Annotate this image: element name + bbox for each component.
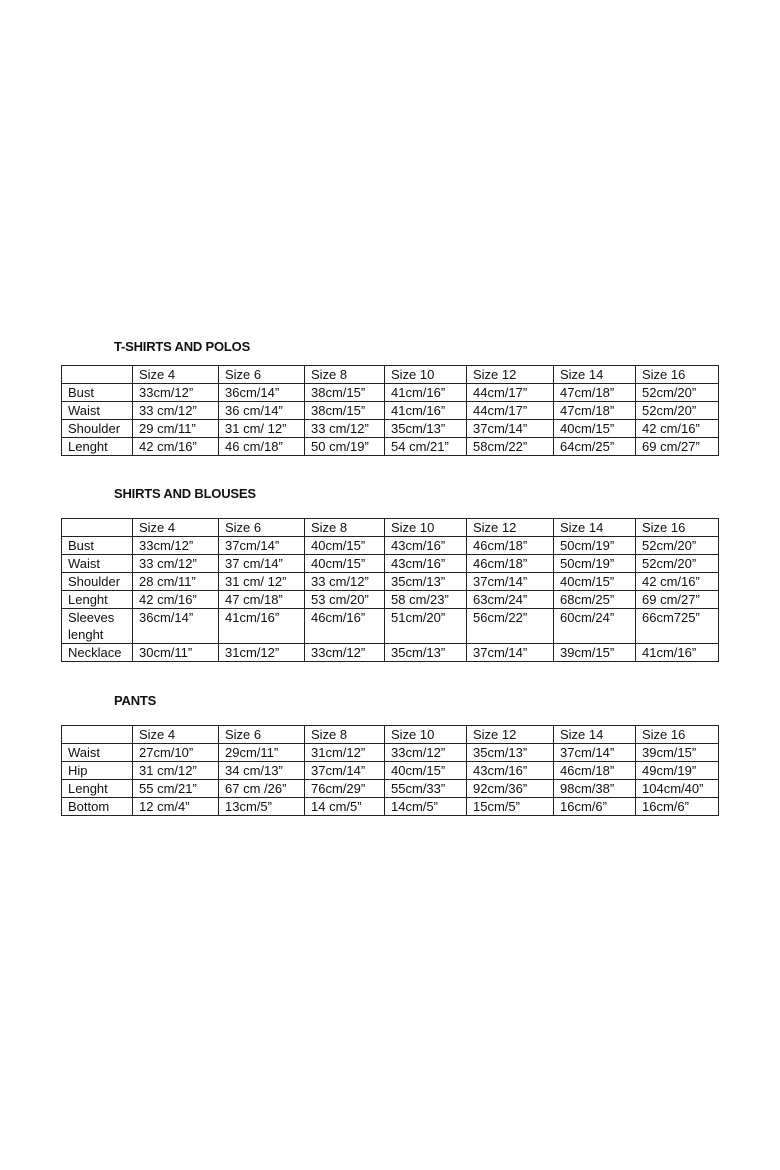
- table-cell: 49cm/19”: [636, 762, 719, 780]
- header-cell: Size 4: [133, 519, 219, 537]
- table-cell: 40cm/15”: [554, 420, 636, 438]
- table-cell: 54 cm/21”: [385, 438, 467, 456]
- table-cell: 46cm/18”: [467, 555, 554, 573]
- table-cell: 58cm/22”: [467, 438, 554, 456]
- table-header-row: [62, 726, 719, 744]
- table-cell: 34 cm/13”: [219, 762, 305, 780]
- table-cell: 41cm/16”: [385, 384, 467, 402]
- table-cell: 33 cm/12”: [133, 402, 219, 420]
- table-cell: 55 cm/21”: [133, 780, 219, 798]
- table-cell: 29cm/11”: [219, 744, 305, 762]
- table-cell: 14 cm/5”: [305, 798, 385, 816]
- table-cell: 33cm/12”: [133, 384, 219, 402]
- header-cell: Size 12: [467, 726, 554, 744]
- table-cell: 68cm/25”: [554, 591, 636, 609]
- table-cell: 31 cm/ 12”: [219, 573, 305, 591]
- table-cell: 33cm/12”: [385, 744, 467, 762]
- header-cell: Size 14: [554, 519, 636, 537]
- table-cell: 52cm/20”: [636, 384, 719, 402]
- table-cell: 47 cm/18”: [219, 591, 305, 609]
- table-cell: 33 cm/12”: [305, 420, 385, 438]
- table-cell: 35cm/13”: [385, 420, 467, 438]
- size-table-pants: [61, 725, 719, 816]
- header-cell: Size 14: [554, 366, 636, 384]
- table-row: [62, 384, 719, 402]
- table-cell: 33 cm/12”: [305, 573, 385, 591]
- header-cell: Size 8: [305, 519, 385, 537]
- header-cell: [62, 726, 133, 744]
- table-cell: 53 cm/20”: [305, 591, 385, 609]
- table-cell: 43cm/16”: [467, 762, 554, 780]
- row-label: Lenght: [62, 591, 133, 609]
- table-cell: 44cm/17”: [467, 402, 554, 420]
- table-cell: 50cm/19”: [554, 555, 636, 573]
- row-label: Waist: [62, 402, 133, 420]
- header-cell: [62, 366, 133, 384]
- table-cell: 28 cm/11”: [133, 573, 219, 591]
- row-label: Lenght: [62, 438, 133, 456]
- table-cell: 50cm/19”: [554, 537, 636, 555]
- table-cell: 46cm/16”: [305, 609, 385, 644]
- table-cell: 16cm/6”: [554, 798, 636, 816]
- row-label: Bottom: [62, 798, 133, 816]
- table-cell: 40cm/15”: [305, 537, 385, 555]
- section-title-shirts: SHIRTS AND BLOUSES: [114, 486, 256, 501]
- table-cell: 35cm/13”: [385, 573, 467, 591]
- table-cell: 33cm/12”: [133, 537, 219, 555]
- table-cell: 27cm/10”: [133, 744, 219, 762]
- table-cell: 40cm/15”: [385, 762, 467, 780]
- table-cell: 41cm/16”: [385, 402, 467, 420]
- size-table-shirts: [61, 518, 719, 662]
- row-label: Waist: [62, 744, 133, 762]
- table-cell: 37cm/14”: [467, 420, 554, 438]
- header-cell: Size 6: [219, 726, 305, 744]
- row-label: Lenght: [62, 780, 133, 798]
- table-row: [62, 573, 719, 591]
- table-cell: 35cm/13”: [467, 744, 554, 762]
- table-cell: 14cm/5”: [385, 798, 467, 816]
- table-cell: 33 cm/12”: [133, 555, 219, 573]
- table-cell: 13cm/5”: [219, 798, 305, 816]
- header-cell: Size 16: [636, 519, 719, 537]
- row-label: Necklace: [62, 644, 133, 662]
- table-cell: 52cm/20”: [636, 402, 719, 420]
- table-cell: 37cm/14”: [554, 744, 636, 762]
- table-cell: 37cm/14”: [467, 573, 554, 591]
- table-cell: 43cm/16”: [385, 555, 467, 573]
- table-header-row: [62, 519, 719, 537]
- section-title-tshirts: T-SHIRTS AND POLOS: [114, 339, 251, 354]
- table-row: [62, 402, 719, 420]
- table-cell: 66cm725”: [636, 609, 719, 644]
- header-cell: Size 6: [219, 519, 305, 537]
- table-cell: 36cm/14”: [133, 609, 219, 644]
- table-cell: 41cm/16”: [219, 609, 305, 644]
- table-cell: 36cm/14”: [219, 384, 305, 402]
- header-cell: Size 6: [219, 366, 305, 384]
- row-label: Hip: [62, 762, 133, 780]
- table-cell: 31cm/12”: [305, 744, 385, 762]
- table-cell: 42 cm/16”: [133, 591, 219, 609]
- header-cell: Size 10: [385, 726, 467, 744]
- section-title-pants: PANTS: [114, 693, 157, 708]
- table-cell: 50 cm/19”: [305, 438, 385, 456]
- header-cell: Size 4: [133, 366, 219, 384]
- table-cell: 56cm/22”: [467, 609, 554, 644]
- table-row: [62, 537, 719, 555]
- table-cell: 38cm/15”: [305, 384, 385, 402]
- table-row: [62, 780, 719, 798]
- table-cell: 46cm/18”: [554, 762, 636, 780]
- table-cell: 42 cm/16”: [636, 573, 719, 591]
- table-cell: 42 cm/16”: [636, 420, 719, 438]
- header-cell: Size 12: [467, 366, 554, 384]
- table-row: [62, 644, 719, 662]
- table-cell: 43cm/16”: [385, 537, 467, 555]
- table-cell: 39cm/15”: [554, 644, 636, 662]
- table-cell: 15cm/5”: [467, 798, 554, 816]
- header-cell: Size 10: [385, 366, 467, 384]
- table-cell: 40cm/15”: [305, 555, 385, 573]
- table-cell: 33cm/12”: [305, 644, 385, 662]
- table-cell: 12 cm/4”: [133, 798, 219, 816]
- table-cell: 47cm/18”: [554, 384, 636, 402]
- table-cell: 36 cm/14”: [219, 402, 305, 420]
- header-cell: Size 14: [554, 726, 636, 744]
- table-cell: 76cm/29”: [305, 780, 385, 798]
- table-header-row: [62, 366, 719, 384]
- table-cell: 98cm/38”: [554, 780, 636, 798]
- table-cell: 69 cm/27”: [636, 438, 719, 456]
- header-cell: Size 12: [467, 519, 554, 537]
- table-row: [62, 555, 719, 573]
- table-cell: 30cm/11”: [133, 644, 219, 662]
- table-cell: 52cm/20”: [636, 555, 719, 573]
- header-cell: [62, 519, 133, 537]
- table-cell: 92cm/36”: [467, 780, 554, 798]
- row-label: Waist: [62, 555, 133, 573]
- header-cell: Size 8: [305, 366, 385, 384]
- table-cell: 37 cm/14”: [219, 555, 305, 573]
- row-label: Sleeves lenght: [62, 609, 133, 644]
- header-cell: Size 4: [133, 726, 219, 744]
- header-cell: Size 10: [385, 519, 467, 537]
- table-cell: 55cm/33”: [385, 780, 467, 798]
- table-cell: 31 cm/ 12”: [219, 420, 305, 438]
- table-cell: 51cm/20”: [385, 609, 467, 644]
- table-cell: 39cm/15”: [636, 744, 719, 762]
- table-cell: 37cm/14”: [219, 537, 305, 555]
- table-cell: 67 cm /26”: [219, 780, 305, 798]
- table-cell: 64cm/25”: [554, 438, 636, 456]
- table-cell: 47cm/18”: [554, 402, 636, 420]
- table-cell: 46 cm/18”: [219, 438, 305, 456]
- header-cell: Size 16: [636, 366, 719, 384]
- table-cell: 104cm/40”: [636, 780, 719, 798]
- table-row: [62, 420, 719, 438]
- table-row: [62, 798, 719, 816]
- row-label: Shoulder: [62, 573, 133, 591]
- row-label: Bust: [62, 537, 133, 555]
- table-cell: 44cm/17”: [467, 384, 554, 402]
- table-cell: 31 cm/12”: [133, 762, 219, 780]
- table-cell: 42 cm/16”: [133, 438, 219, 456]
- table-cell: 38cm/15”: [305, 402, 385, 420]
- size-table-tshirts: [61, 365, 719, 456]
- table-row: [62, 744, 719, 762]
- table-cell: 40cm/15”: [554, 573, 636, 591]
- table-cell: 37cm/14”: [305, 762, 385, 780]
- table-cell: 46cm/18”: [467, 537, 554, 555]
- table-cell: 63cm/24”: [467, 591, 554, 609]
- table-row: [62, 438, 719, 456]
- table-cell: 35cm/13”: [385, 644, 467, 662]
- header-cell: Size 8: [305, 726, 385, 744]
- table-cell: 29 cm/11”: [133, 420, 219, 438]
- table-cell: 60cm/24”: [554, 609, 636, 644]
- table-cell: 16cm/6”: [636, 798, 719, 816]
- table-row: [62, 591, 719, 609]
- table-cell: 52cm/20”: [636, 537, 719, 555]
- row-label: Bust: [62, 384, 133, 402]
- table-cell: 37cm/14”: [467, 644, 554, 662]
- row-label: Shoulder: [62, 420, 133, 438]
- table-cell: 58 cm/23”: [385, 591, 467, 609]
- table-cell: 41cm/16”: [636, 644, 719, 662]
- table-cell: 69 cm/27”: [636, 591, 719, 609]
- table-row: [62, 762, 719, 780]
- table-row: [62, 609, 719, 644]
- table-cell: 31cm/12”: [219, 644, 305, 662]
- header-cell: Size 16: [636, 726, 719, 744]
